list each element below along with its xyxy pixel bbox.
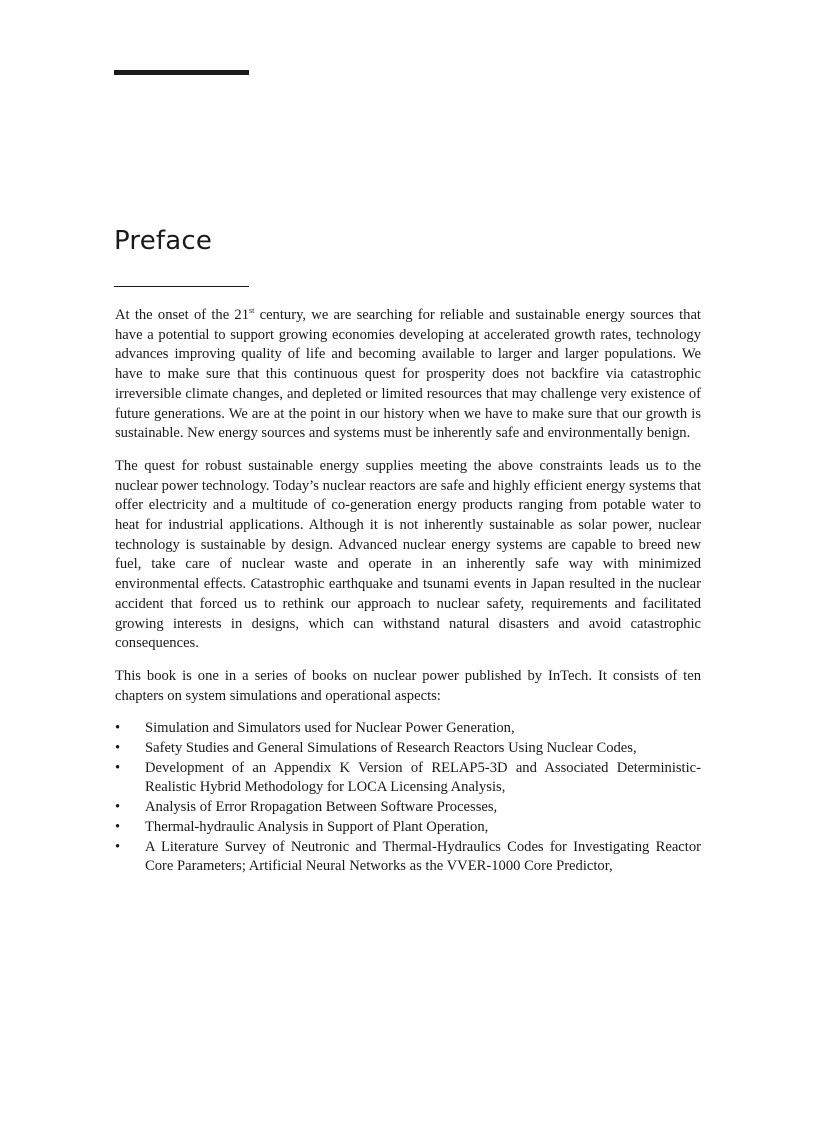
- paragraph-intro-text-rest: century, we are searching for reliable and sustainable energy sources that have a potential to support growing economies developing at accelerated growth rates, technology advances improving quality of life and becoming available to larger and larger populations. We have to make sure that this continuous quest for prosperity does not backfire via catastrophic irreversible climate changes, and depleted or limited resources that may challenge very existence of future generations. We are at the point in our history when we have to make sure that our growth is sustainable. New energy sources and systems must be inherently safe and environmentally benign.: [115, 307, 701, 442]
- chapter-list-item: [115, 739, 701, 759]
- chapter-list-item-text: Safety Studies and General Simulations of Research Reactors Using Nuclear Codes,: [145, 740, 637, 757]
- bullet-icon: •: [115, 740, 121, 757]
- page-title: Preface: [114, 226, 213, 256]
- paragraph-nuclear-power: The quest for robust sustainable energy supplies meeting the above constraints leads us to the nuclear power technology. Today’s nuclear reactors are safe and highly efficient energy systems that offer electricity and a multitude of co-generation energy products ranging from potable water to heat for industrial applications. Although it is not inherently sustainable as solar power, nuclear technology is sustainable by design. Advanced nuclear energy systems are capable to breed new fuel, take care of nuclear waste and operate in an inherently safe way with minimized environmental effects. Catastrophic earthquake and tsunami events in Japan resulted in the nuclear accident that forced us to rethink our approach to nuclear safety, requirements and facilitated growing interests in designs, which can withstand natural disasters and avoid catastrophic consequences.: [115, 457, 701, 652]
- bullet-icon: •: [115, 838, 121, 855]
- chapter-list-item: [115, 818, 701, 838]
- top-decorative-rule: [114, 70, 249, 75]
- chapter-list-item: [115, 798, 701, 818]
- ordinal-suffix: st: [249, 306, 255, 316]
- chapter-list-item: [115, 838, 701, 877]
- paragraph-book-description: This book is one in a series of books on nuclear power published by InTech. It consists of ten chapters on system simulations and operational aspects:: [115, 667, 701, 704]
- chapter-list: [115, 719, 701, 877]
- chapter-list-item-text: Simulation and Simulators used for Nuclear Power Generation,: [145, 720, 515, 737]
- chapter-list-item-text: Development of an Appendix K Version of RELAP5-3D and Associated Deterministic-Realistic Hybrid Methodology for LOCA Licensing Analysis,: [145, 759, 701, 796]
- chapter-list-item-text: Thermal-hydraulic Analysis in Support of Plant Operation,: [145, 818, 489, 835]
- bullet-icon: •: [115, 799, 121, 816]
- chapter-list-item-text: Analysis of Error Rropagation Between Software Processes,: [145, 799, 498, 816]
- bullet-icon: •: [115, 759, 121, 776]
- preface-body: [115, 306, 701, 877]
- paragraph-intro: [115, 306, 701, 444]
- paragraph-intro-text-start: At the onset of the 21: [115, 307, 250, 323]
- title-underline-rule: [114, 286, 249, 287]
- chapter-list-item: [115, 759, 701, 798]
- bullet-icon: •: [115, 720, 121, 737]
- chapter-list-item-text: A Literature Survey of Neutronic and Thermal-Hydraulics Codes for Investigating Reactor Core Parameters; Artificial Neural Networks as the VVER-1000 Core Predictor,: [145, 838, 701, 875]
- chapter-list-item: [115, 719, 701, 739]
- bullet-icon: •: [115, 818, 121, 835]
